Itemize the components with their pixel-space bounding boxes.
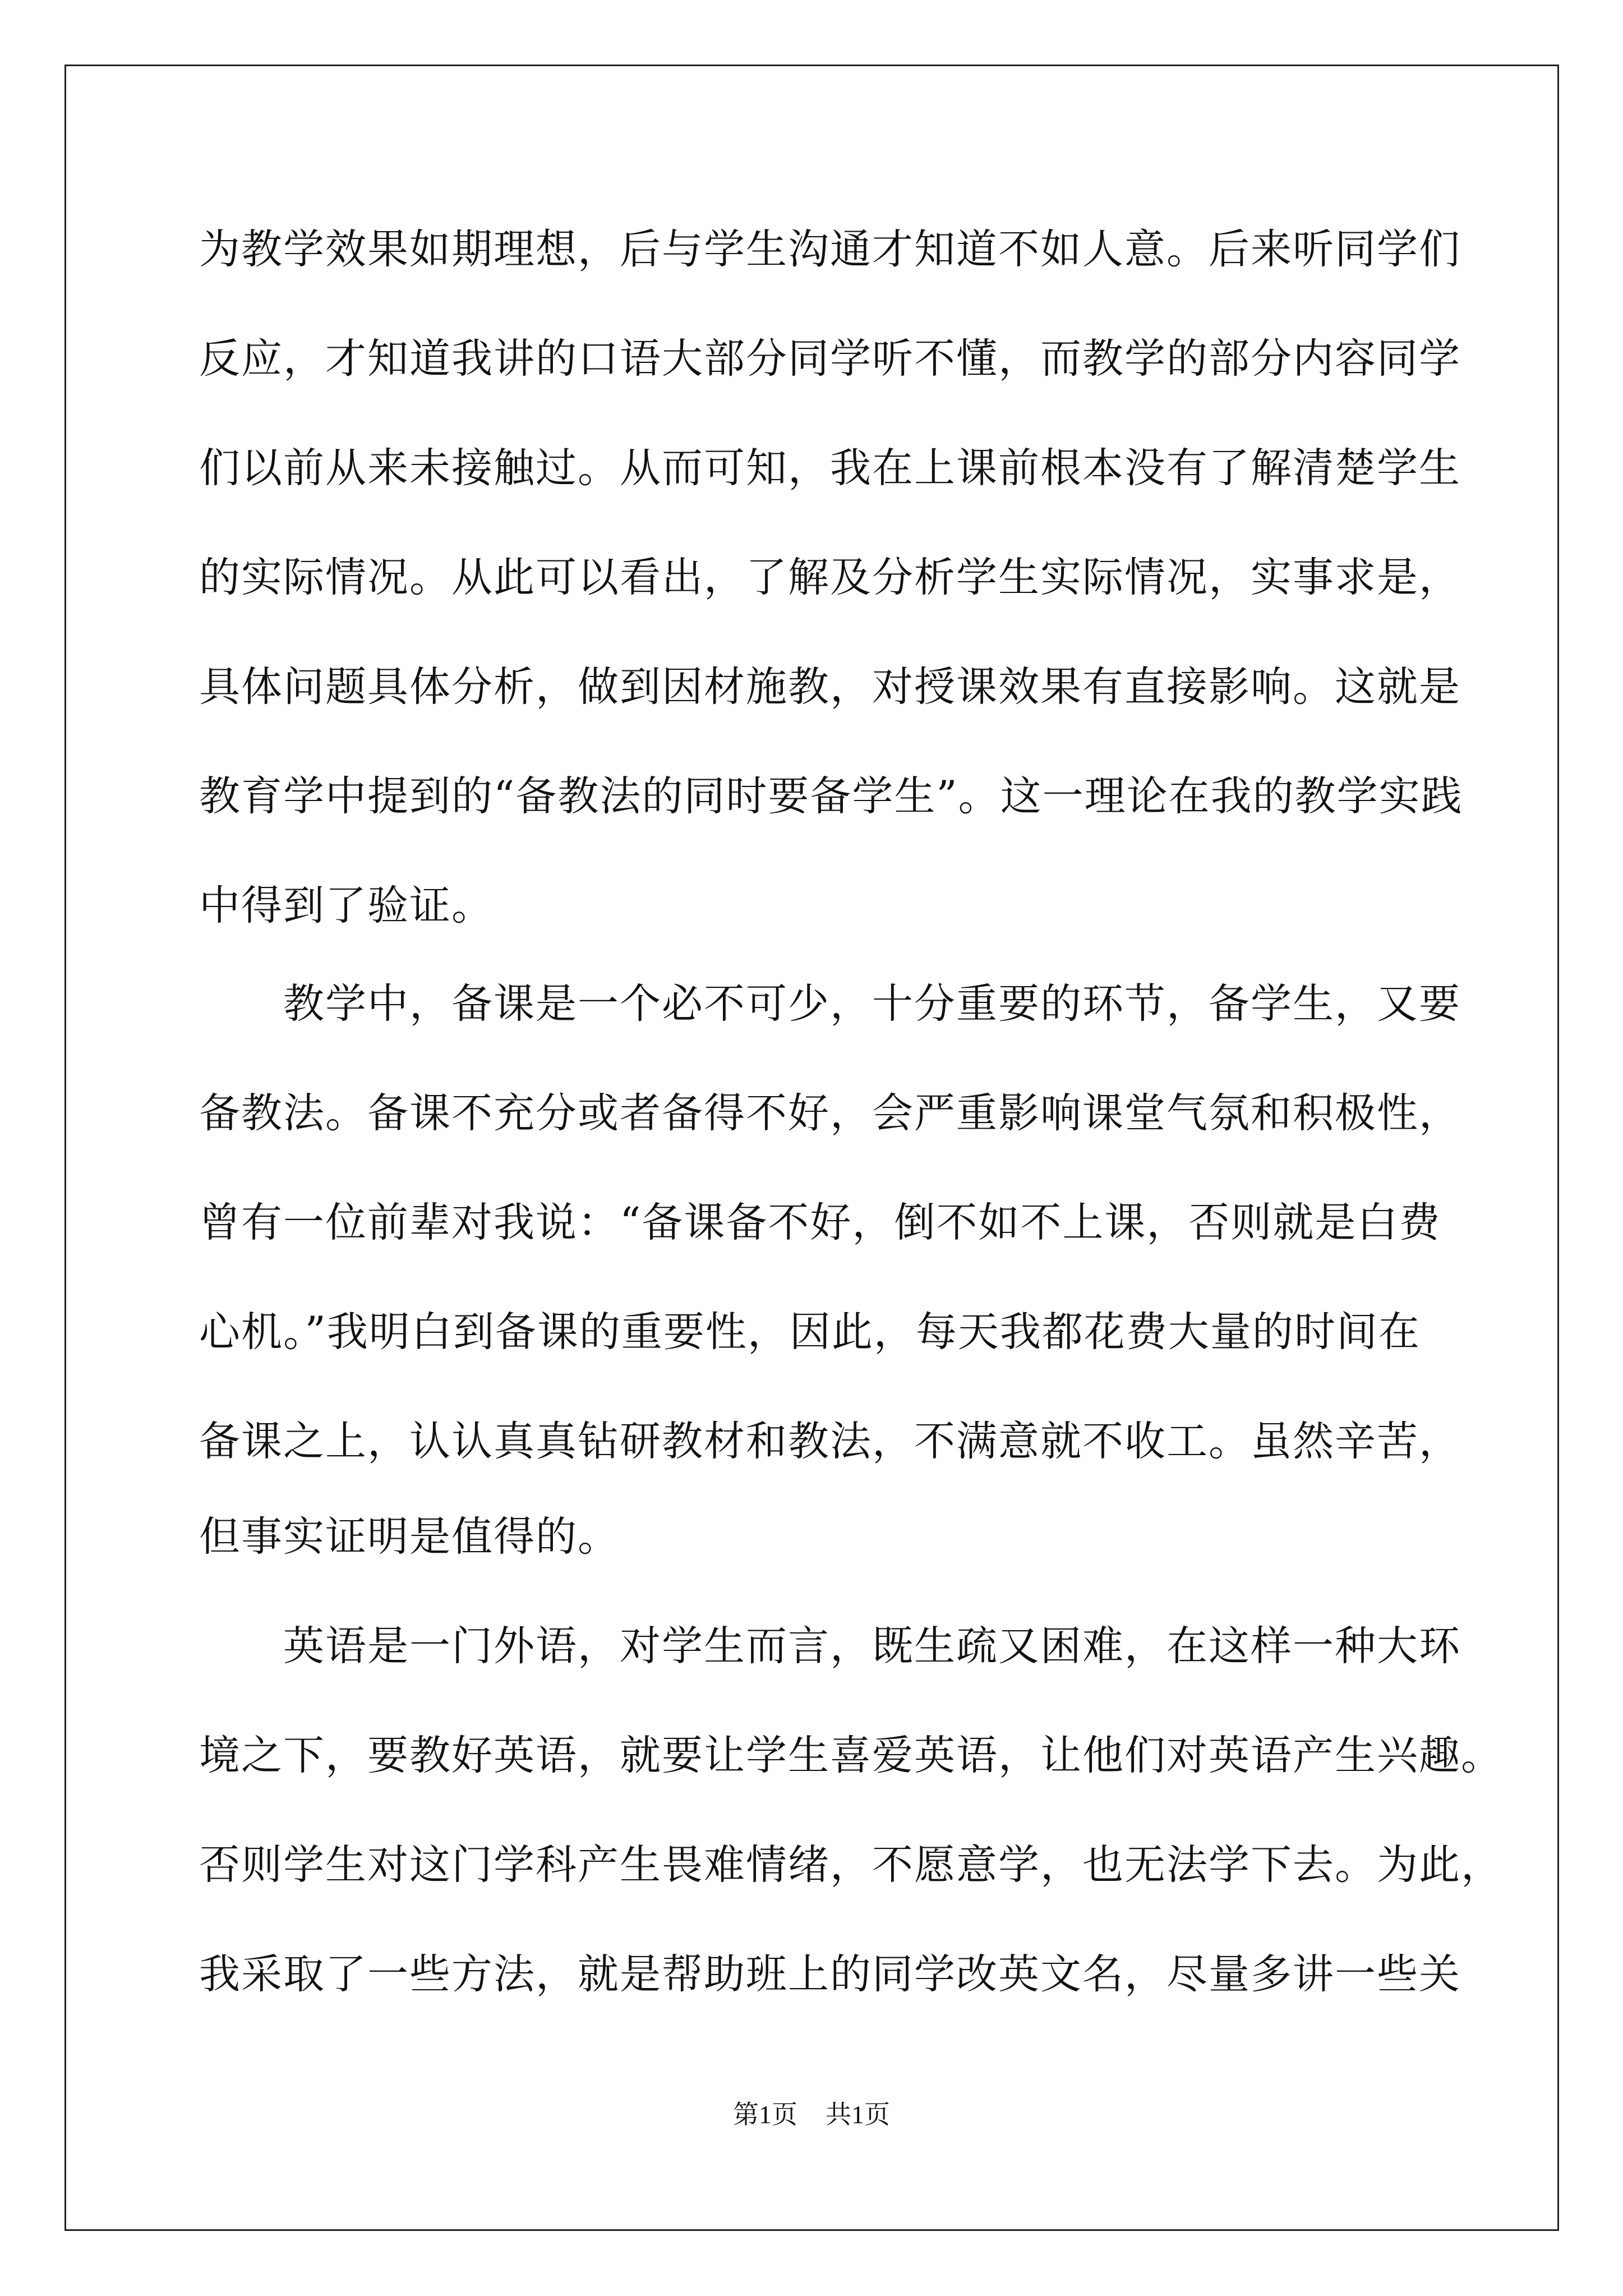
paragraph-line: 为教学效果如期理想，后与学生沟通才知道不如人意。后来听同学们 (199, 226, 1461, 273)
paragraph-line: 英语是一门外语，对学生而言，既生疏又困难，在这样一种大环 (283, 1622, 1461, 1670)
paragraph-line: 的实际情况。从此可以看出，了解及分析学生实际情况，实事求是， (199, 554, 1461, 601)
paragraph-line: 心机。”我明白到备课的重要性，因此，每天我都花费大量的时间在 (199, 1308, 1421, 1356)
paragraph-line: 中得到了验证。 (199, 882, 494, 930)
paragraph-line: 具体问题具体分析，做到因材施教，对授课效果有直接影响。这就是 (199, 663, 1461, 711)
paragraph-line: 曾有一位前辈对我说：“备课备不好，倒不如不上课，否则就是白费 (199, 1199, 1441, 1246)
paragraph-line: 备课之上，认认真真钻研教材和教法，不满意就不收工。虽然辛苦， (199, 1418, 1461, 1465)
paragraph-line: 我采取了一些方法，就是帮助班上的同学改英文名，尽量多讲一些关 (199, 1950, 1461, 1998)
paragraph-line: 反应，才知道我讲的口语大部分同学听不懂，而教学的部分内容同学 (199, 335, 1461, 383)
page-footer (0, 2098, 1623, 2132)
page-number: 第1页 (733, 2100, 797, 2129)
paragraph-line: 们以前从来未接触过。从而可知，我在上课前根本没有了解清楚学生 (199, 444, 1461, 492)
paragraph-line: 境之下，要教好英语，就要让学生喜爱英语，让他们对英语产生兴趣。 (199, 1732, 1503, 1779)
page-total: 共1页 (826, 2100, 890, 2129)
paragraph-line: 备教法。备课不充分或者备得不好，会严重影响课堂气氛和积极性， (199, 1089, 1461, 1137)
paragraph-line: 但事实证明是值得的。 (199, 1513, 620, 1561)
paragraph-line: 否则学生对这门学科产生畏难情绪，不愿意学，也无法学下去。为此， (199, 1841, 1503, 1889)
paragraph-line: 教育学中提到的“备教法的同时要备学生”。这一理论在我的教学实践 (199, 772, 1463, 820)
page-border (64, 65, 1559, 2231)
paragraph-line: 教学中，备课是一个必不可少，十分重要的环节，备学生，又要 (283, 980, 1461, 1028)
